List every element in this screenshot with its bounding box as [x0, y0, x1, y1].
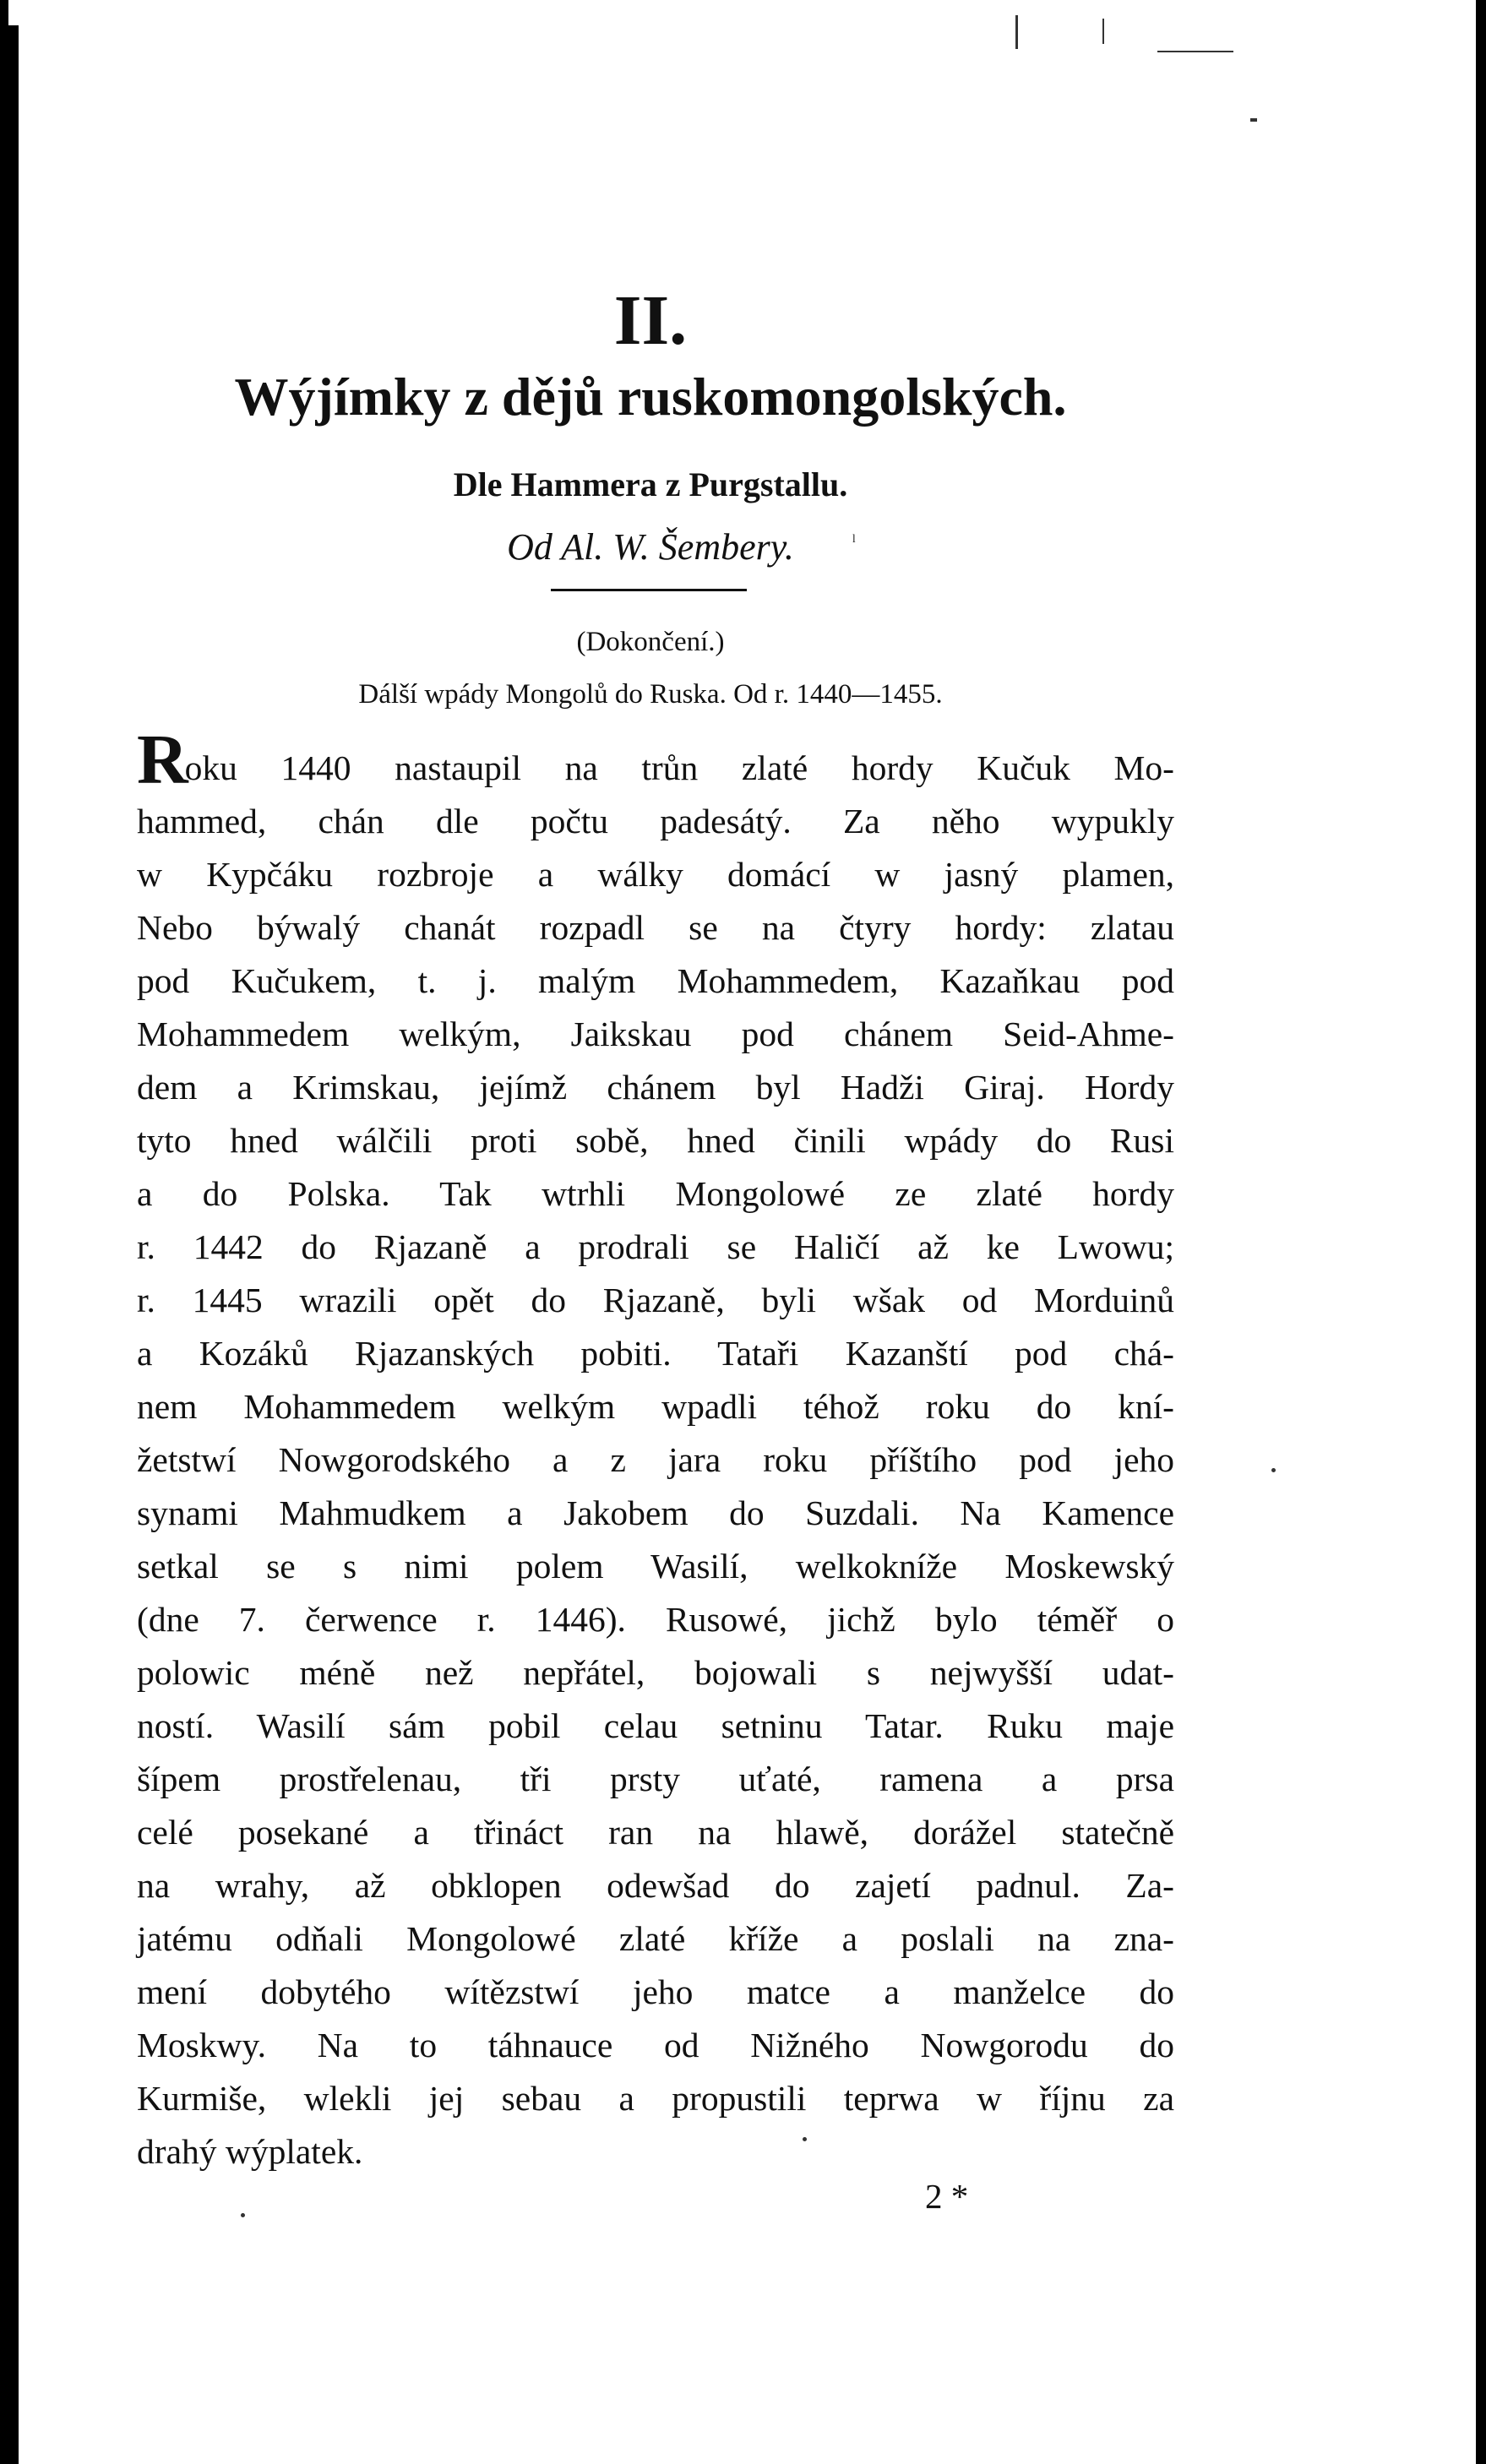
text-line-content: oku 1440 nastaupil na trůn zlaté hordy Kučuk Mo- [184, 748, 1174, 787]
text-line: setkal se s nimi polem Wasilí, welkokníže Moskewský [137, 1547, 1174, 1586]
scan-artifact [1015, 15, 1018, 49]
body-text [137, 721, 1174, 2178]
text-line: synami Mahmudkem a Jakobem do Suzdali. Na Kamence [137, 1493, 1174, 1532]
drop-cap: R [137, 721, 185, 799]
scan-artifact [1102, 19, 1104, 44]
scan-speck [803, 2137, 807, 2141]
text-line: polowic méně než nepřátel, bojowali s nejwyšší udat- [137, 1653, 1174, 1692]
text-line: pod Kučukem, t. j. malým Mohammedem, Kazaňkau pod [137, 961, 1174, 1000]
text-line: a Kozáků Rjazanských pobiti. Tataři Kazanští pod chá- [137, 1334, 1174, 1373]
chapter-number: II. [613, 281, 688, 360]
text-line: drahý wýplatek. [137, 2132, 363, 2171]
scan-artifact [1250, 118, 1257, 122]
text-line: mení dobytého wítězstwí jeho matce a manželce do [137, 1972, 1174, 2011]
chapter-subtitle: Dle Hammera z Purgstallu. [453, 465, 848, 503]
text-line: žetstwí Nowgorodského a z jara roku příštího pod jeho [137, 1440, 1174, 1479]
section-heading: Dálší wpády Mongolů do Ruska. Od r. 1440—1455. [358, 679, 943, 710]
text-line: ností. Wasilí sám pobil celau setninu Tatar. Ruku maje [137, 1706, 1174, 1745]
text-line: tyto hned wálčili proti sobě, hned činili wpády do Rusi [137, 1121, 1174, 1160]
text-line: Moskwy. Na to táhnauce od Nižného Nowgorodu do [137, 2026, 1174, 2064]
signature-mark: 2 * [925, 2177, 969, 2216]
text-line [137, 721, 1174, 799]
text-line: hammed, chán dle počtu padesátý. Za něho wypukly [137, 802, 1174, 840]
text-line: (dne 7. čerwence r. 1446). Rusowé, jichž bylo téměř o [137, 1600, 1174, 1639]
scan-edge-right [1476, 0, 1486, 2464]
text-line: dem a Krimskau, jejímž chánem byl Hadži Giraj. Hordy [137, 1068, 1174, 1107]
scan-artifact [1157, 51, 1233, 52]
text-line: Mohammedem welkým, Jaikskau pod chánem Seid-Ahme- [137, 1014, 1174, 1053]
text-line: Nebo býwalý chanát rozpadl se na čtyry hordy: zlatau [137, 908, 1174, 947]
text-line: nem Mohammedem welkým wpadli téhož roku do kní- [137, 1387, 1174, 1426]
scan-speck [241, 2213, 245, 2217]
text-line: w Kypčáku rozbroje a wálky domácí w jasný plamen, [137, 855, 1174, 894]
text-line: a do Polska. Tak wtrhli Mongolowé ze zlaté hordy [137, 1174, 1174, 1213]
author-footnote-mark: ˡ [852, 530, 856, 552]
text-line: jatému odňali Mongolowé zlaté kříže a poslali na zna- [137, 1919, 1174, 1958]
text-line: celé posekané a třináct ran na hlawě, dorážel statečně [137, 1813, 1174, 1852]
chapter-title: Wýjímky z dějů ruskomongolských. [234, 367, 1067, 427]
chapter-author: Od Al. W. Šembery. [507, 526, 794, 568]
text-line: r. 1442 do Rjazaně a prodrali se Haličí až ke Lwowu; [137, 1227, 1174, 1266]
title-rule [551, 589, 747, 591]
text-line: na wrahy, až obklopen odewšad do zajetí padnul. Za- [137, 1866, 1174, 1905]
text-line: šípem prostřelenau, tři prsty uťaté, ramena a prsa [137, 1760, 1174, 1798]
scan-speck [1271, 1468, 1276, 1472]
text-line: r. 1445 wrazili opět do Rjazaně, byli wšak od Morduinů [137, 1281, 1174, 1319]
text-line: Kurmiše, wlekli jej sebau a propustili teprwa w říjnu za [137, 2079, 1174, 2118]
continued-note: (Dokončení.) [576, 627, 725, 657]
